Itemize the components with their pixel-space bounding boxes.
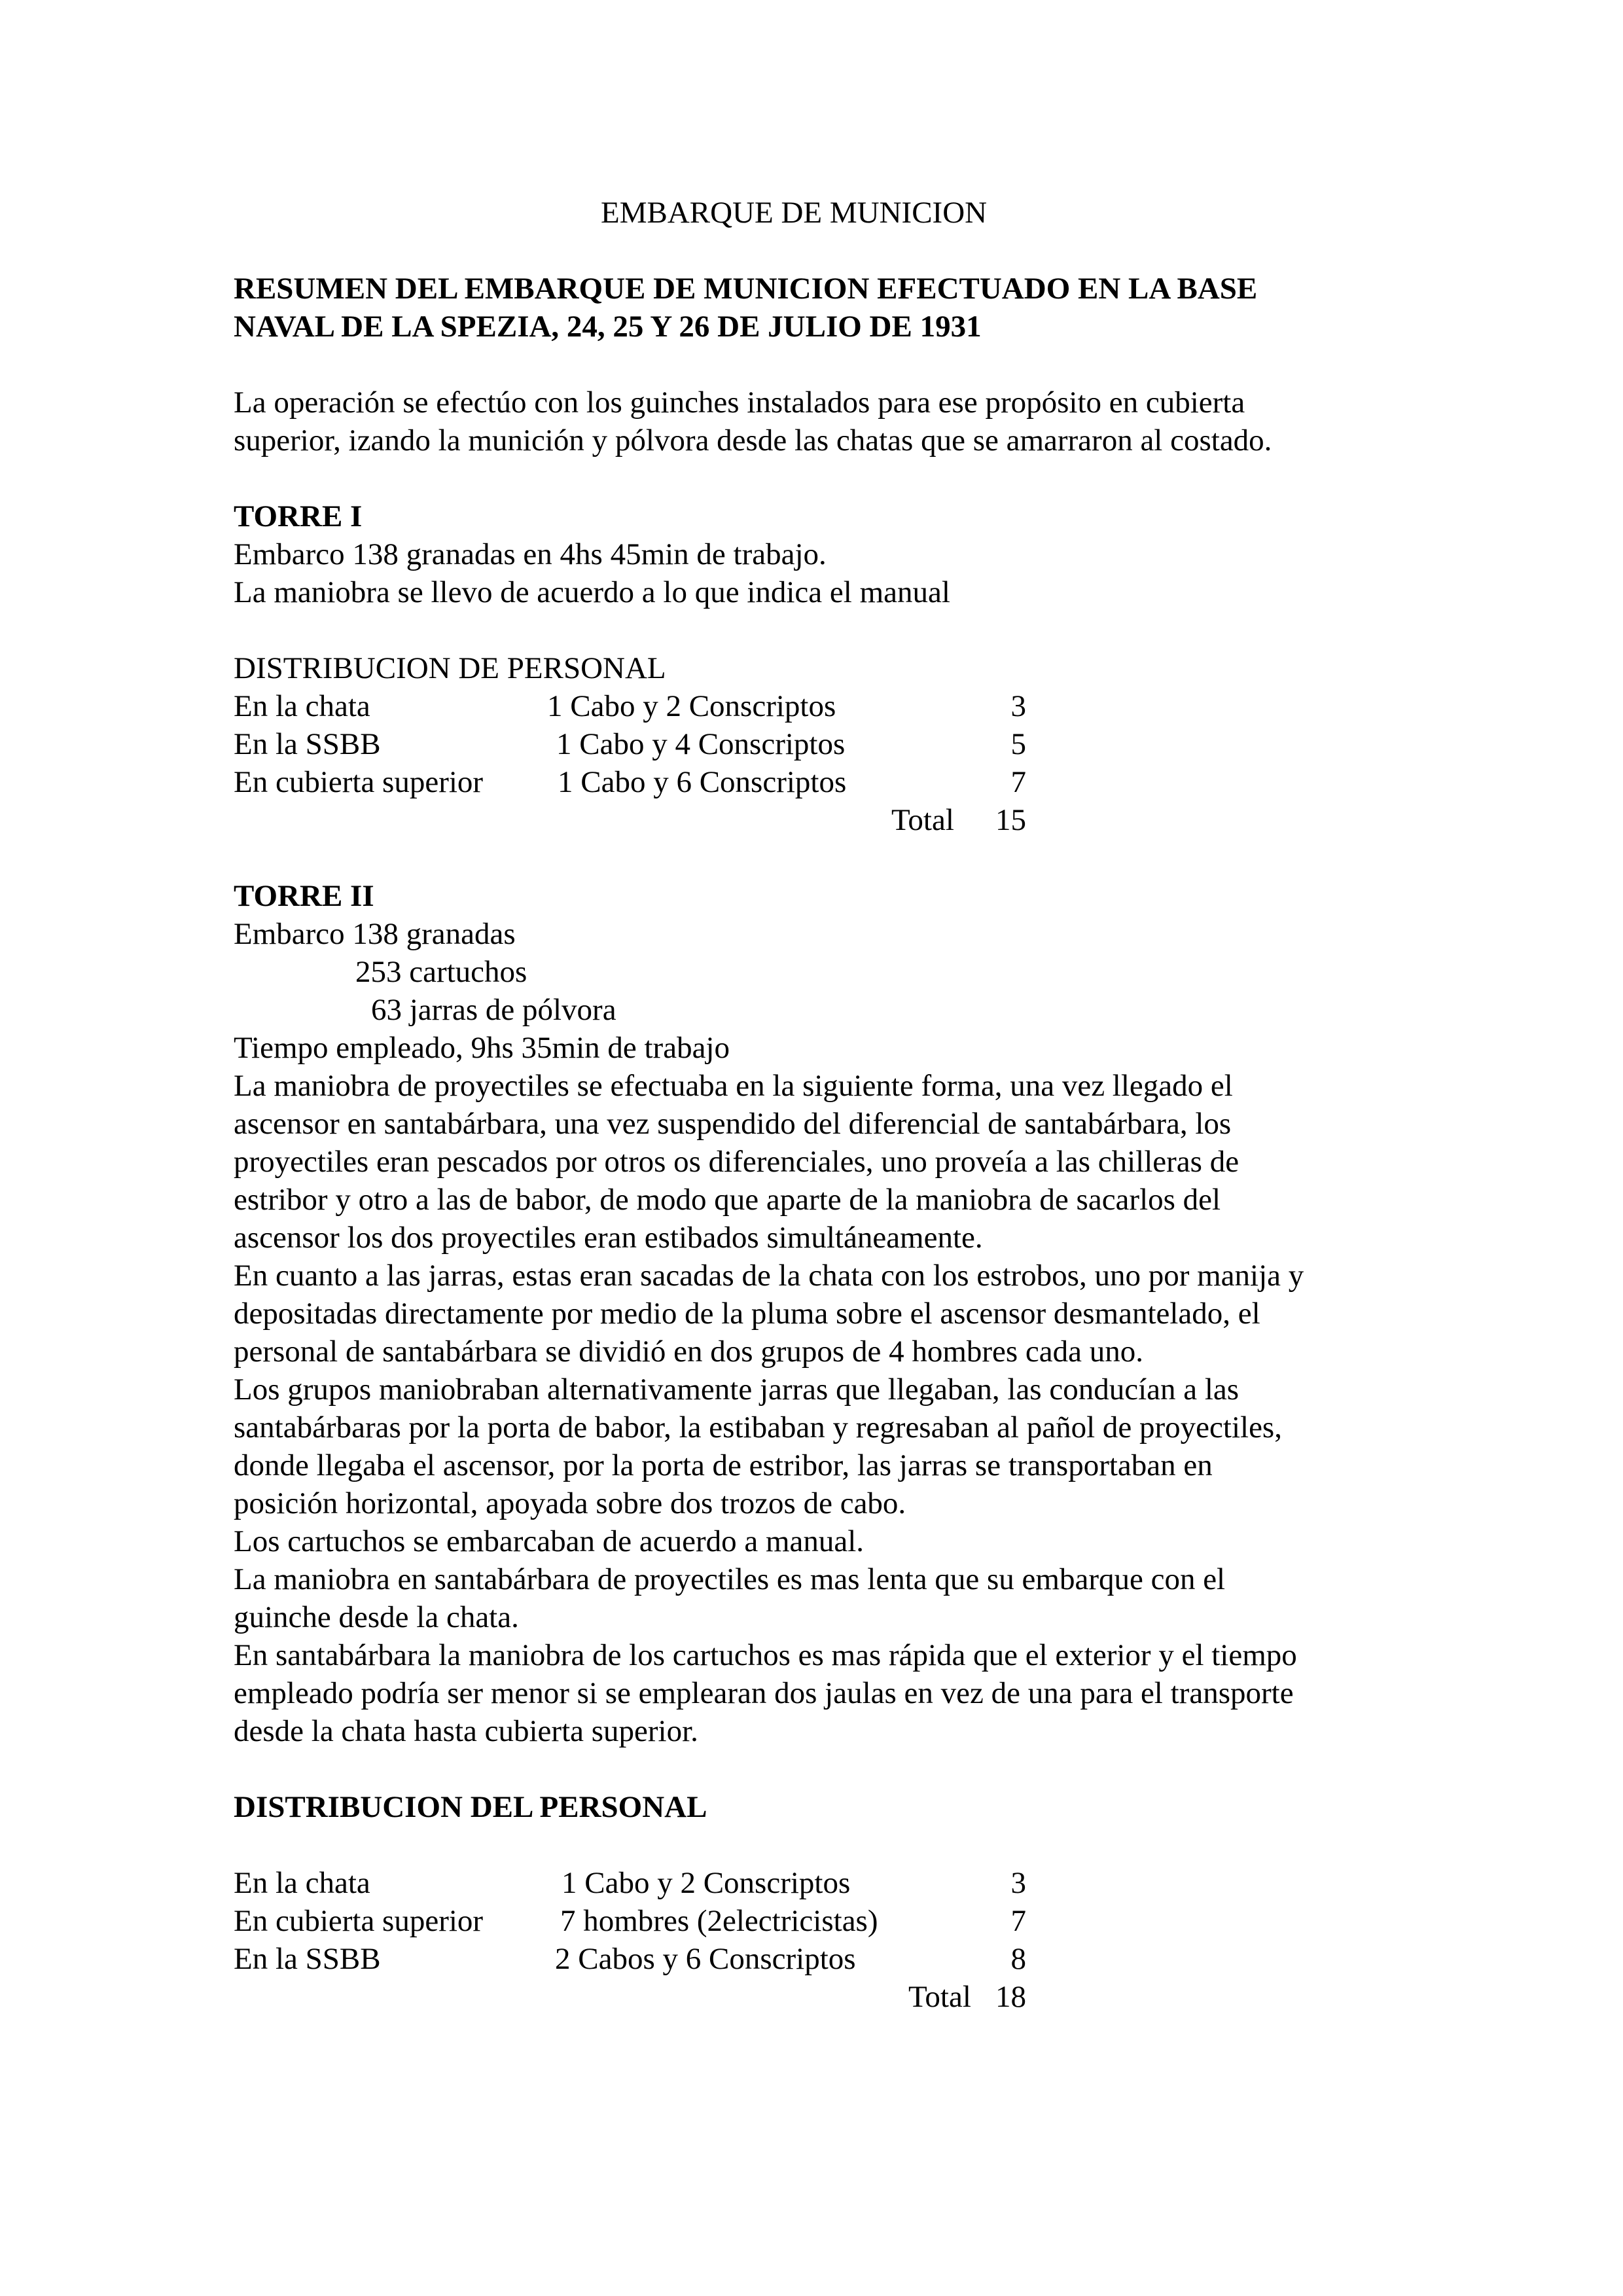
table-row-count: 7 xyxy=(1010,1904,1026,1938)
intro-line-1: La operación se efectúo con los guinches instalados para ese propósito en cubierta xyxy=(234,386,1245,420)
table-row-count: 8 xyxy=(1010,1942,1026,1976)
subtitle-line-2: NAVAL DE LA SPEZIA, 24, 25 Y 26 DE JULIO DE 1931 xyxy=(234,310,982,344)
paragraph-line: Los cartuchos se embarcaban de acuerdo a manual. xyxy=(234,1524,865,1558)
paragraph-line: estribor y otro a las de babor, de modo que aparte de la maniobra de sacarlos del xyxy=(234,1183,1221,1217)
subtitle-line-1: RESUMEN DEL EMBARQUE DE MUNICION EFECTUADO EN LA BASE xyxy=(234,272,1258,306)
torre-1-line-2: La maniobra se llevo de acuerdo a lo que indica el manual xyxy=(234,575,950,609)
total-label: Total xyxy=(908,1980,971,2014)
table-row-place: En cubierta superior xyxy=(234,1904,484,1938)
paragraph-line: En cuanto a las jarras, estas eran sacadas de la chata con los estrobos, uno por manija y xyxy=(234,1259,1304,1293)
table-row-count: 5 xyxy=(1010,727,1026,761)
paragraph-line: ascensor los dos proyectiles eran estibados simultáneamente. xyxy=(234,1221,983,1255)
torre-2-distribution-heading: DISTRIBUCION DEL PERSONAL xyxy=(234,1790,707,1824)
table-row-place: En la chata xyxy=(234,1866,370,1900)
paragraph-line: depositadas directamente por medio de la pluma sobre el ascensor desmantelado, el xyxy=(234,1297,1260,1331)
torre-2-embark-line-2: 253 cartuchos xyxy=(355,955,527,989)
paragraph-line: posición horizontal, apoyada sobre dos trozos de cabo. xyxy=(234,1486,906,1520)
table-row-crew: 1 Cabo y 6 Conscriptos xyxy=(558,765,847,799)
torre-1-distribution-heading: DISTRIBUCION DE PERSONAL xyxy=(234,651,666,685)
table-row-crew: 7 hombres (2electricistas) xyxy=(560,1904,878,1938)
torre-1-heading: TORRE I xyxy=(234,499,363,533)
table-row-count: 7 xyxy=(1010,765,1026,799)
paragraph-line: proyectiles eran pescados por otros os diferenciales, uno proveía a las chilleras de xyxy=(234,1145,1240,1179)
torre-2-heading: TORRE II xyxy=(234,879,374,913)
table-row-count: 3 xyxy=(1010,689,1026,723)
total-value: 18 xyxy=(995,1980,1026,2014)
intro-line-2: superior, izando la munición y pólvora desde las chatas que se amarraron al costado. xyxy=(234,423,1272,457)
paragraph-line: donde llegaba el ascensor, por la porta de estribor, las jarras se transportaban en xyxy=(234,1448,1213,1482)
table-row-place: En cubierta superior xyxy=(234,765,484,799)
table-row-crew: 2 Cabos y 6 Conscriptos xyxy=(555,1942,856,1976)
paragraph-line: desde la chata hasta cubierta superior. xyxy=(234,1714,698,1748)
paragraph-line: personal de santabárbara se dividió en dos grupos de 4 hombres cada uno. xyxy=(234,1335,1144,1369)
paragraph-line: La maniobra en santabárbara de proyectiles es mas lenta que su embarque con el xyxy=(234,1562,1226,1596)
paragraph-line: Los grupos maniobraban alternativamente jarras que llegaban, las conducían a las xyxy=(234,1372,1240,1407)
table-row-count: 3 xyxy=(1010,1866,1026,1900)
torre-2-time: Tiempo empleado, 9hs 35min de trabajo xyxy=(234,1031,730,1065)
document-title: EMBARQUE DE MUNICION xyxy=(601,196,988,230)
paragraph-line: La maniobra de proyectiles se efectuaba en la siguiente forma, una vez llegado el xyxy=(234,1069,1233,1103)
total-value: 15 xyxy=(995,803,1026,837)
torre-2-embark-line-3: 63 jarras de pólvora xyxy=(371,993,616,1027)
paragraph-line: guinche desde la chata. xyxy=(234,1600,519,1634)
paragraph-line: En santabárbara la maniobra de los cartuchos es mas rápida que el exterior y el tiempo xyxy=(234,1638,1297,1672)
paragraph-line: santabárbaras por la porta de babor, la estibaban y regresaban al pañol de proyectiles, xyxy=(234,1410,1282,1444)
table-row-place: En la chata xyxy=(234,689,370,723)
torre-2-embark-line-1: Embarco 138 granadas xyxy=(234,917,516,951)
table-row-place: En la SSBB xyxy=(234,727,381,761)
paragraph-line: ascensor en santabárbara, una vez suspendido del diferencial de santabárbara, los xyxy=(234,1107,1232,1141)
paragraph-line: empleado podría ser menor si se emplearan dos jaulas en vez de una para el transporte xyxy=(234,1676,1294,1710)
table-row-place: En la SSBB xyxy=(234,1942,381,1976)
table-row-crew: 1 Cabo y 2 Conscriptos xyxy=(547,689,836,723)
total-label: Total xyxy=(891,803,954,837)
table-row-crew: 1 Cabo y 2 Conscriptos xyxy=(562,1866,851,1900)
torre-1-line-1: Embarco 138 granadas en 4hs 45min de trabajo. xyxy=(234,537,827,571)
table-row-crew: 1 Cabo y 4 Conscriptos xyxy=(556,727,846,761)
